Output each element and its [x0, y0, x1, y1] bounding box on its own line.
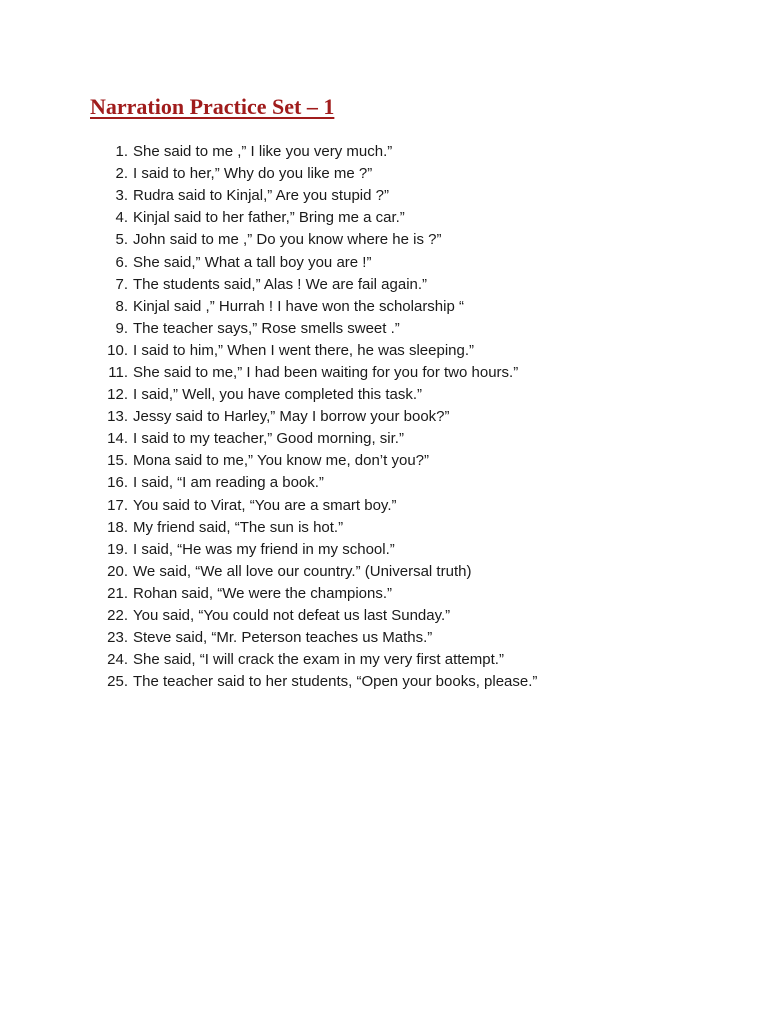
list-item	[0, 450, 537, 472]
list-item-number-slot	[0, 229, 128, 251]
list-item	[0, 517, 537, 539]
list-item-number-slot	[0, 539, 128, 561]
list-item-text: Kinjal said ,” Hurrah ! I have won the scholarship “	[133, 297, 464, 315]
list-item-number: 2.	[115, 165, 128, 183]
list-item-number-slot	[0, 406, 128, 428]
list-item-number: 16.	[107, 474, 128, 492]
list-item	[0, 185, 537, 207]
list-item-number-slot	[0, 450, 128, 472]
list-item	[0, 296, 537, 318]
list-item-text: The teacher said to her students, “Open your books, please.”	[133, 673, 538, 691]
list-item-text: Rudra said to Kinjal,” Are you stupid ?”	[133, 187, 389, 205]
list-item-text: She said to me,” I had been waiting for you for two hours.”	[133, 363, 519, 381]
list-item-number-slot	[0, 671, 128, 693]
list-item-text: I said to him,” When I went there, he was sleeping.”	[133, 341, 474, 359]
list-item	[0, 207, 537, 229]
list-item-number-slot	[0, 141, 128, 163]
list-item	[0, 649, 537, 671]
list-item-number-slot	[0, 649, 128, 671]
list-item-number-slot	[0, 583, 128, 605]
list-item-number: 15.	[107, 452, 128, 470]
list-item	[0, 229, 537, 251]
list-item-number-slot	[0, 517, 128, 539]
list-item-number-slot	[0, 384, 128, 406]
sentence-list	[0, 141, 537, 693]
list-item-number: 9.	[115, 319, 128, 337]
list-item-text: Rohan said, “We were the champions.”	[133, 584, 393, 602]
list-item-number-slot	[0, 318, 128, 340]
list-item	[0, 406, 537, 428]
list-item-number-slot	[0, 362, 128, 384]
list-item-number-slot	[0, 207, 128, 229]
list-item-text: I said,” Well, you have completed this task.”	[133, 386, 423, 404]
list-item-number: 3.	[115, 187, 128, 205]
list-item-text: John said to me ,” Do you know where he is ?”	[133, 231, 442, 249]
list-item-text: She said,” What a tall boy you are !”	[133, 253, 372, 271]
list-item-number: 14.	[107, 430, 128, 448]
list-item	[0, 384, 537, 406]
list-item-text: Kinjal said to her father,” Bring me a car.”	[133, 209, 405, 227]
list-item	[0, 362, 537, 384]
list-item	[0, 583, 537, 605]
list-item	[0, 561, 537, 583]
page-title: Narration Practice Set – 1	[90, 94, 335, 119]
list-item-text: Jessy said to Harley,” May I borrow your book?”	[133, 408, 450, 426]
list-item-number: 17.	[107, 496, 128, 514]
list-item	[0, 671, 537, 693]
list-item	[0, 428, 537, 450]
list-item	[0, 251, 537, 273]
list-item-number: 1.	[115, 143, 128, 161]
list-item-number: 7.	[115, 275, 128, 293]
list-item-number-slot	[0, 472, 128, 494]
list-item	[0, 318, 537, 340]
list-item	[0, 539, 537, 561]
list-item-number: 23.	[107, 629, 128, 647]
list-item-number: 12.	[107, 386, 128, 404]
list-item	[0, 340, 537, 362]
list-item-number: 5.	[115, 231, 128, 249]
list-item-number: 25.	[107, 673, 128, 691]
list-item-text: I said to her,” Why do you like me ?”	[133, 165, 373, 183]
list-item-text: She said, “I will crack the exam in my very first attempt.”	[133, 651, 504, 669]
list-item-text: The teacher says,” Rose smells sweet .”	[133, 319, 400, 337]
list-item-text: We said, “We all love our country.” (Universal truth)	[133, 562, 472, 580]
list-item-number: 20.	[107, 562, 128, 580]
list-item	[0, 627, 537, 649]
list-item-number: 24.	[107, 651, 128, 669]
list-item-text: I said to my teacher,” Good morning, sir.”	[133, 430, 404, 448]
list-item-number-slot	[0, 340, 128, 362]
list-item-number: 4.	[115, 209, 128, 227]
list-item-number-slot	[0, 495, 128, 517]
list-item-number-slot	[0, 185, 128, 207]
list-item-number: 19.	[107, 540, 128, 558]
list-item	[0, 163, 537, 185]
list-item-number-slot	[0, 428, 128, 450]
list-item-text: My friend said, “The sun is hot.”	[133, 518, 344, 536]
list-item-text: I said, “I am reading a book.”	[133, 474, 324, 492]
list-item-number: 11.	[108, 363, 128, 381]
list-item-number: 22.	[107, 607, 128, 625]
list-item-number-slot	[0, 627, 128, 649]
list-item-number-slot	[0, 252, 128, 274]
list-item-number: 13.	[107, 408, 128, 426]
list-item	[0, 605, 537, 627]
list-item-number: 10.	[107, 341, 128, 359]
list-item	[0, 495, 537, 517]
list-item-number-slot	[0, 605, 128, 627]
list-item	[0, 141, 537, 163]
list-item-text: Mona said to me,” You know me, don’t you?”	[133, 452, 430, 470]
list-item-number-slot	[0, 163, 128, 185]
list-item-number: 18.	[107, 518, 128, 536]
list-item-number-slot	[0, 296, 128, 318]
list-item-number: 6.	[115, 253, 128, 271]
list-item-number-slot	[0, 561, 128, 583]
list-item-number: 8.	[115, 297, 128, 315]
list-item-text: You said to Virat, “You are a smart boy.”	[133, 496, 397, 514]
list-item-text: Steve said, “Mr. Peterson teaches us Maths.”	[133, 629, 433, 647]
list-item	[0, 274, 537, 296]
list-item-text: The students said,” Alas ! We are fail again.”	[133, 275, 428, 293]
list-item-number-slot	[0, 274, 128, 296]
list-item-text: You said, “You could not defeat us last Sunday.”	[133, 607, 451, 625]
list-item	[0, 472, 537, 494]
list-item-text: She said to me ,” I like you very much.”	[133, 143, 393, 161]
list-item-number: 21.	[107, 584, 128, 602]
list-item-text: I said, “He was my friend in my school.”	[133, 540, 395, 558]
